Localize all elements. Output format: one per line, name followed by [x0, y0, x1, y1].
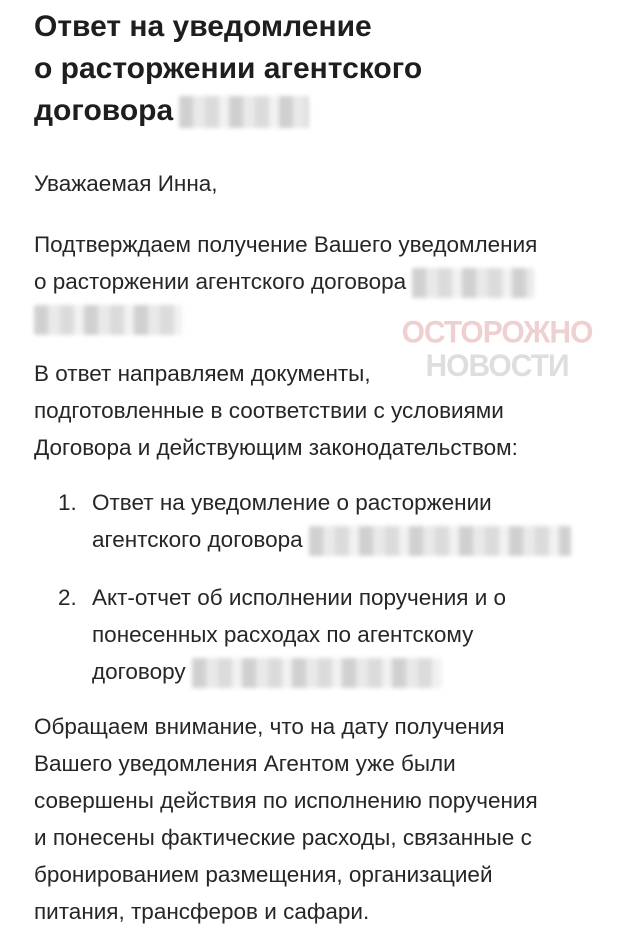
paragraph-1-line-2-text: о расторжении агентского договора	[34, 269, 407, 294]
paragraph-1-line-2	[34, 263, 624, 300]
list-item-2-line-1: Акт-отчет об исполнении поручения и о	[92, 585, 507, 610]
list-item-1-line-1: Ответ на уведомление о расторжении	[92, 490, 492, 515]
redacted-contract-number	[309, 526, 571, 556]
paragraph-3-line-1: Обращаем внимание, что на дату получения	[34, 714, 505, 739]
paragraph-3-line-2: Вашего уведомления Агентом уже были	[34, 751, 456, 776]
title-line-2: о расторжении агентского	[34, 52, 423, 85]
greeting	[34, 165, 624, 202]
list-item-1-line-2	[92, 521, 618, 558]
list-item-2-line-3-text: договору	[92, 659, 186, 684]
title-line-3	[34, 90, 614, 132]
watermark-line-1: ОСТОРОЖНО	[401, 315, 593, 350]
paragraph-3-line-5: бронированием размещения, организацией	[34, 862, 493, 887]
title-line-1: Ответ на уведомление	[34, 10, 372, 43]
list-item-1-line-2-text: агентского договора	[92, 527, 303, 552]
paragraph-notice	[34, 708, 624, 930]
paragraph-documents	[34, 355, 624, 466]
redacted-contract-number	[192, 658, 442, 688]
paragraph-2-line-3: Договора и действующим законодательством:	[34, 435, 518, 460]
paragraph-3-line-6: питания, трансферов и сафари.	[34, 899, 370, 924]
greeting-text: Уважаемая Инна,	[34, 171, 218, 196]
document-title	[34, 6, 614, 132]
list-item	[58, 579, 618, 690]
paragraph-2-line-2: подготовленные в соответствии с условиями	[34, 398, 504, 423]
list-item-2-line-3	[92, 653, 618, 690]
paragraph-3-line-4: и понесены фактические расходы, связанные с	[34, 825, 532, 850]
watermark-line-2: НОВОСТИ	[425, 348, 569, 384]
redacted-contract-number	[34, 305, 182, 335]
paragraph-1-line-1: Подтверждаем получение Вашего уведомления	[34, 232, 538, 257]
title-line-3-text: договора	[34, 94, 174, 127]
list-item-number: 1.	[58, 490, 77, 515]
list-item-number: 2.	[58, 585, 77, 610]
redacted-contract-number	[412, 268, 534, 298]
list-item-text	[92, 484, 618, 558]
list-item-text	[92, 579, 618, 690]
paragraph-3-line-3: совершены действия по исполнению поручения	[34, 788, 538, 813]
list-item-2-line-2: понесенных расходах по агентскому	[92, 622, 474, 647]
redacted-contract-number	[179, 96, 309, 128]
paragraph-2-line-1: В ответ направляем документы,	[34, 361, 371, 386]
list-item	[58, 484, 618, 558]
